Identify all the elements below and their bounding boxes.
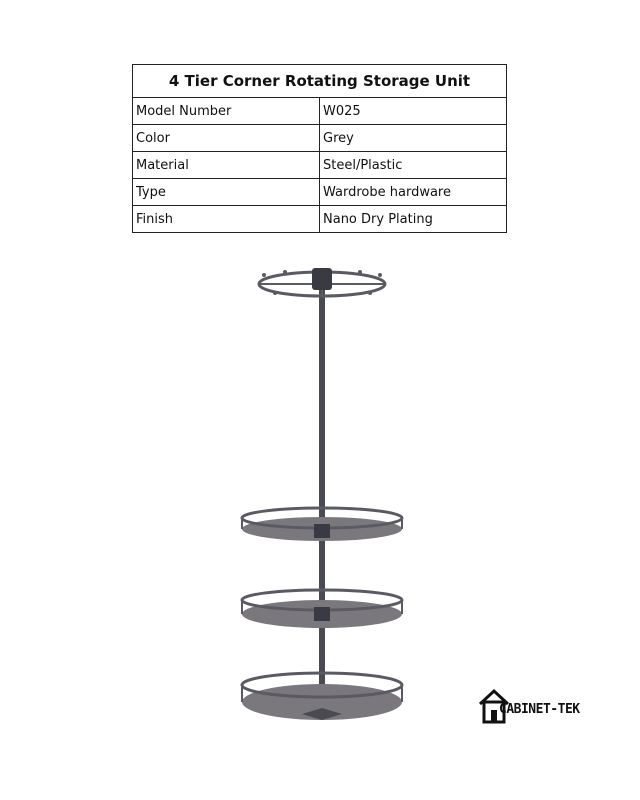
spec-table [132, 64, 507, 233]
spec-row-material [133, 152, 507, 179]
spec-label: Type [133, 179, 320, 206]
spec-label: Model Number [133, 98, 320, 125]
top-hanger-ring [259, 268, 385, 296]
center-pole [319, 276, 325, 716]
spec-title: 4 Tier Corner Rotating Storage Unit [133, 65, 507, 98]
spec-label: Finish [133, 206, 320, 233]
brand-logo-text: CABINET-TEK [499, 702, 580, 717]
spec-value: W025 [320, 98, 507, 125]
spec-title-row [133, 65, 507, 98]
spec-row-model [133, 98, 507, 125]
spec-row-color [133, 125, 507, 152]
spec-value: Grey [320, 125, 507, 152]
spec-row-finish [133, 206, 507, 233]
spec-value: Nano Dry Plating [320, 206, 507, 233]
product-image [230, 262, 415, 737]
spec-value: Steel/Plastic [320, 152, 507, 179]
spec-label: Color [133, 125, 320, 152]
spec-label: Material [133, 152, 320, 179]
spec-row-type [133, 179, 507, 206]
spec-value: Wardrobe hardware [320, 179, 507, 206]
